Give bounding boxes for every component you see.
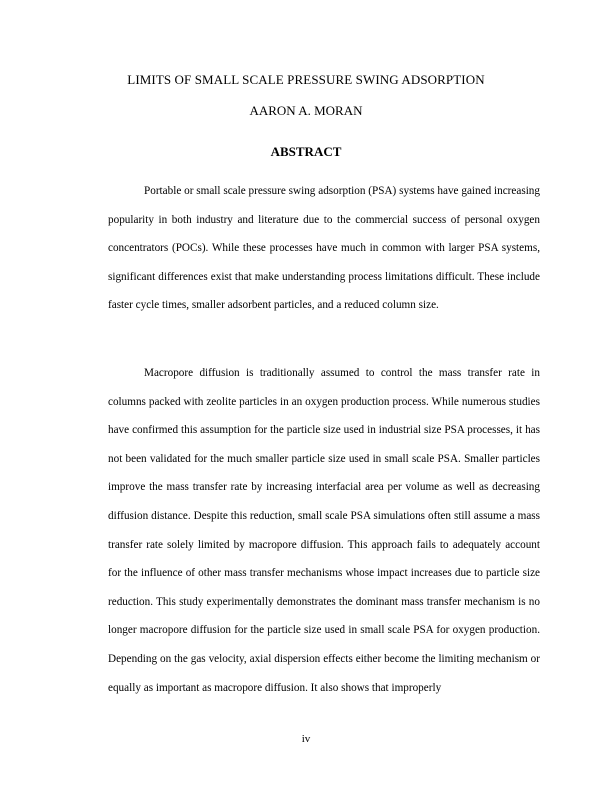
document-title: LIMITS OF SMALL SCALE PRESSURE SWING ADSORPTION: [127, 72, 485, 87]
abstract-paragraph-2: Macropore diffusion is traditionally assumed to control the mass transfer rate in columns packed with zeolite particles in an oxygen production process. While numerous studies have confirmed this assumption for the particle size used in industrial size PSA processes, it has not been validated for the much smaller particle size used in small scale PSA. Smaller particles improve the mass transfer rate by increasing interfacial area per volume as well as decreasing diffusion distance. Despite this reduction, small scale PSA simulations often still assume a mass transfer rate solely limited by macropore diffusion. This approach fails to adequately account for the influence of other mass transfer mechanisms whose impact increases due to particle size reduction. This study experimentally demonstrates the dominant mass transfer mechanism is no longer macropore diffusion for the particle size used in small scale PSA for oxygen production. Depending on the gas velocity, axial dispersion effects either become the limiting mechanism or equally as important as macropore diffusion. It also shows that improperly: [108, 367, 540, 694]
abstract-paragraph-1: Portable or small scale pressure swing adsorption (PSA) systems have gained increasing popularity in both industry and literature due to the commercial success of personal oxygen concentrators (POCs). While these processes have much in common with larger PSA systems, significant differences exist that make understanding process limitations difficult. These include faster cycle times, smaller adsorbent particles, and a reduced column size.: [108, 185, 540, 312]
section-heading: ABSTRACT: [270, 144, 342, 159]
page-number: iv: [301, 733, 311, 745]
author-name: AARON A. MORAN: [249, 103, 363, 118]
